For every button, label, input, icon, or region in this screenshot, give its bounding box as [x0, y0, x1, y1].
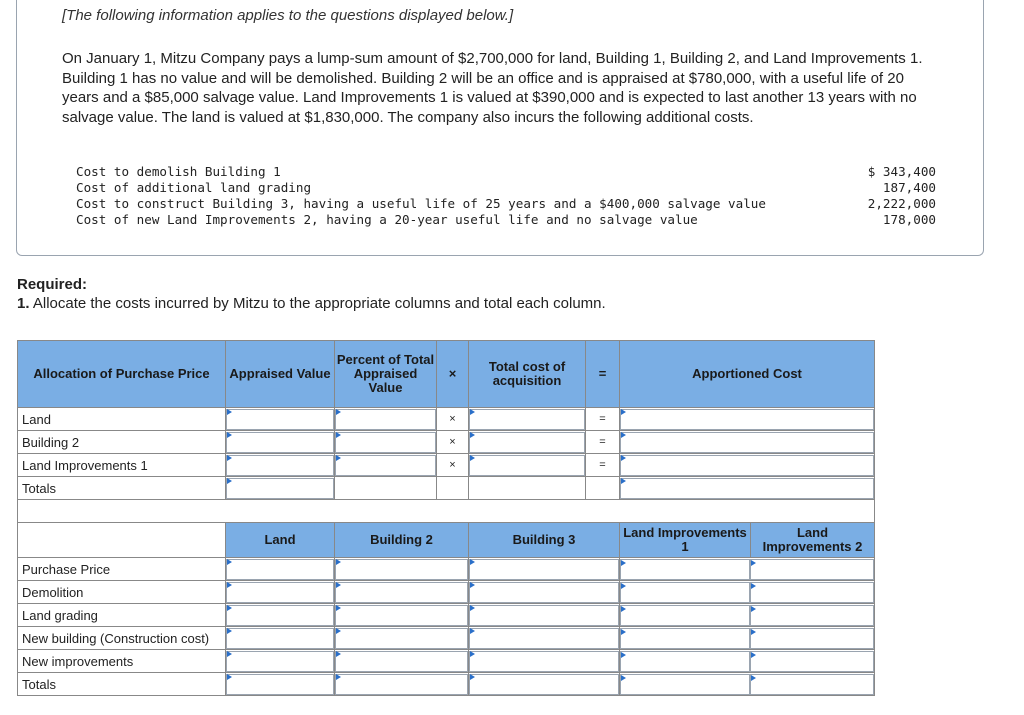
- apportioned-input-cell: [620, 454, 875, 477]
- percent-input[interactable]: [335, 409, 436, 430]
- additional-costs-list: [76, 164, 936, 228]
- table-row: [18, 627, 875, 650]
- total-cost-input[interactable]: [469, 432, 585, 453]
- apportioned-cost-input[interactable]: [620, 432, 874, 453]
- header-allocation: Allocation of Purchase Price: [18, 341, 226, 408]
- header-apportioned-cost: Apportioned Cost: [620, 341, 875, 408]
- apportioned-input-cell: [620, 408, 875, 431]
- totals-row: [18, 673, 875, 696]
- row-label: Land grading: [18, 604, 226, 627]
- land-input[interactable]: [226, 605, 334, 626]
- equals-sign: =: [586, 454, 620, 477]
- header-land: Land: [226, 523, 335, 558]
- percent-input-cell: [335, 408, 437, 431]
- row-label: Demolition: [18, 581, 226, 604]
- table-row: [18, 604, 875, 627]
- totals-row: [18, 477, 875, 500]
- row-label: Land: [18, 408, 226, 431]
- empty-cell: [437, 477, 469, 500]
- percent-input-cell: [335, 454, 437, 477]
- table-row: [18, 558, 875, 581]
- land-improvements-1-input[interactable]: [620, 605, 750, 626]
- building-2-input[interactable]: [335, 559, 468, 580]
- table-row: [18, 650, 875, 673]
- times-sign: ×: [437, 454, 469, 477]
- total-cost-input-cell: [469, 408, 586, 431]
- header-blank: [18, 523, 226, 558]
- row-label: Land Improvements 1: [18, 454, 226, 477]
- problem-paragraph: On January 1, Mitzu Company pays a lump-sum amount of $2,700,000 for land, Building 1, Building 2, and Land Improvements 1. Building 1 has no value and will be demolished. Building 2 will be an office and is appraised at $780,000, with a useful life of 20 years and a $85,000 salvage value. Land Improvements 1 is valued at $390,000 and is expected to last another 13 years with no salvage value. The land is valued at $1,830,000. The company also incurs the following additional costs.: [62, 50, 923, 126]
- header-percent: Percent of Total Appraised Value: [335, 341, 437, 408]
- appraised-input-cell: [226, 431, 335, 454]
- land-improvements-2-input[interactable]: [750, 559, 874, 580]
- land-input[interactable]: [226, 628, 334, 649]
- header-total-cost: Total cost of acquisition: [469, 341, 586, 408]
- apportioned-cost-input[interactable]: [620, 409, 874, 430]
- appraised-input-cell: [226, 454, 335, 477]
- appraised-total-cell: [226, 477, 335, 500]
- appraised-input-cell: [226, 408, 335, 431]
- header-building-2: Building 2: [335, 523, 469, 558]
- row-label: Purchase Price: [18, 558, 226, 581]
- building-2-input[interactable]: [335, 651, 468, 672]
- equals-sign: =: [586, 408, 620, 431]
- totals-label: Totals: [18, 673, 226, 696]
- row-label: Building 2: [18, 431, 226, 454]
- land-input[interactable]: [226, 651, 334, 672]
- appraised-value-input[interactable]: [226, 409, 334, 430]
- cost-row: Cost to demolish Building 1 $ 343,400: [76, 164, 936, 179]
- land-improvements-2-input[interactable]: [750, 628, 874, 649]
- apportioned-cost-input[interactable]: [620, 455, 874, 476]
- building-3-total-input[interactable]: [469, 674, 619, 695]
- building-2-input[interactable]: [335, 605, 468, 626]
- empty-cell: [586, 477, 620, 500]
- appraised-total-input[interactable]: [226, 478, 334, 499]
- land-improvements-1-input[interactable]: [620, 628, 750, 649]
- land-improvements-1-input[interactable]: [620, 582, 750, 603]
- cost-row: Cost of new Land Improvements 2, having a 20-year useful life and no salvage value 178,000: [76, 212, 936, 227]
- land-improvements-2-total-input[interactable]: [750, 674, 874, 695]
- totals-label: Totals: [18, 477, 226, 500]
- land-total-input[interactable]: [226, 674, 334, 695]
- apportioned-total-cell: [620, 477, 875, 500]
- header-land-improvements-1: Land Improvements 1: [620, 523, 751, 557]
- land-improvements-2-input[interactable]: [750, 582, 874, 603]
- building-2-input[interactable]: [335, 582, 468, 603]
- table-row: [18, 431, 875, 454]
- percent-input[interactable]: [335, 432, 436, 453]
- land-input[interactable]: [226, 582, 334, 603]
- header-times: ×: [437, 341, 469, 408]
- row-label: New improvements: [18, 650, 226, 673]
- table2-header-row: [18, 523, 875, 558]
- apportioned-total-input[interactable]: [620, 478, 874, 499]
- apportioned-input-cell: [620, 431, 875, 454]
- total-cost-input-cell: [469, 431, 586, 454]
- times-sign: ×: [437, 408, 469, 431]
- total-cost-input[interactable]: [469, 409, 585, 430]
- table-row: [18, 454, 875, 477]
- percent-input[interactable]: [335, 455, 436, 476]
- total-cost-input-cell: [469, 454, 586, 477]
- building-3-input[interactable]: [469, 628, 619, 649]
- spacer-row: [18, 500, 875, 523]
- cost-row: Cost to construct Building 3, having a useful life of 25 years and a $400,000 salvage value 2,222,000: [76, 196, 936, 211]
- equals-sign: =: [586, 431, 620, 454]
- header-equals: =: [586, 341, 620, 408]
- building-2-total-input[interactable]: [335, 674, 468, 695]
- empty-cell: [335, 477, 437, 500]
- land-improvements-1-input[interactable]: [620, 559, 750, 580]
- land-improvements-2-input[interactable]: [750, 605, 874, 626]
- table1-header-row: [18, 341, 875, 408]
- times-sign: ×: [437, 431, 469, 454]
- building-2-input[interactable]: [335, 628, 468, 649]
- allocation-table: [17, 340, 875, 696]
- header-appraised-value: Appraised Value: [226, 341, 335, 408]
- required-heading: Required:: [17, 276, 88, 293]
- total-cost-input[interactable]: [469, 455, 585, 476]
- building-3-input[interactable]: [469, 651, 619, 672]
- header-land-improvements: [620, 523, 875, 558]
- building-3-input[interactable]: [469, 605, 619, 626]
- header-land-improvements-2: Land Improvements 2: [762, 525, 863, 554]
- land-improvements-1-input[interactable]: [620, 651, 750, 672]
- empty-cell: [469, 477, 586, 500]
- percent-input-cell: [335, 431, 437, 454]
- land-input[interactable]: [226, 559, 334, 580]
- header-building-3: Building 3: [469, 523, 620, 558]
- appraised-value-input[interactable]: [226, 432, 334, 453]
- appraised-value-input[interactable]: [226, 455, 334, 476]
- table-row: [18, 581, 875, 604]
- building-3-input[interactable]: [469, 582, 619, 603]
- row-label: New building (Construction cost): [18, 627, 226, 650]
- land-improvements-2-input[interactable]: [750, 651, 874, 672]
- intro-note: [The following information applies to the questions displayed below.]: [62, 7, 514, 24]
- land-improvements-1-total-input[interactable]: [620, 674, 750, 695]
- cost-row: Cost of additional land grading 187,400: [76, 180, 936, 195]
- table-row: [18, 408, 875, 431]
- building-3-input[interactable]: [469, 559, 619, 580]
- required-item: 1. Allocate the costs incurred by Mitzu to the appropriate columns and total each column.: [17, 295, 606, 312]
